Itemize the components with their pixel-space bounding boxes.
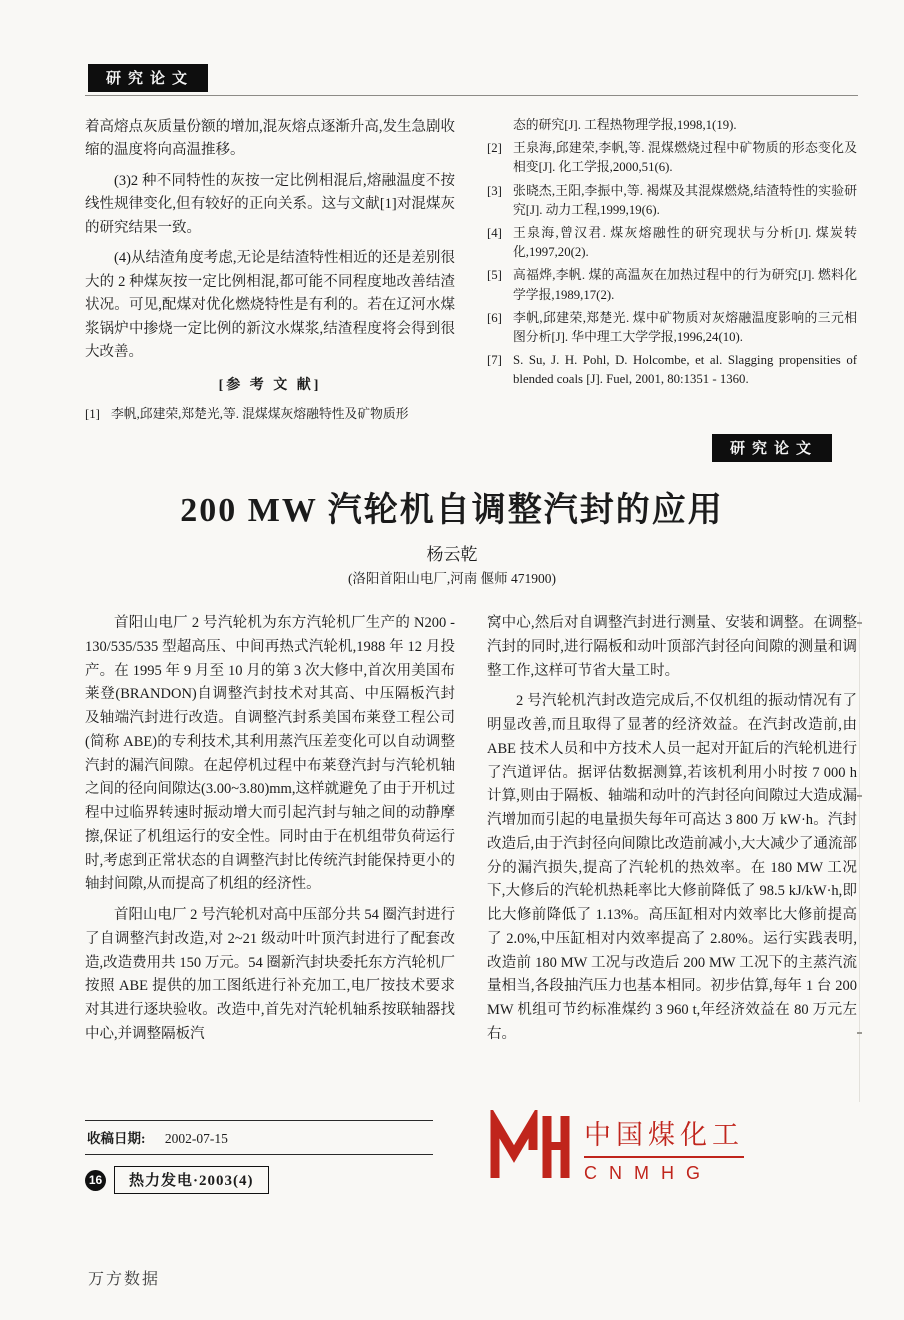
article-title: 200 MW 汽轮机自调整汽封的应用 xyxy=(180,492,724,529)
reference-number: [1] xyxy=(85,406,100,421)
scan-artifact-mark xyxy=(857,795,862,797)
paragraph: 首阳山电厂 2 号汽轮机为东方汽轮机厂生产的 N200 - 130/535/535 型超高压、中间再热式汽轮机,1988 年 12 月投产。在 1995 年 9 月至 10 月的第 3 次大修中,首次用美国布莱登(BRANDON)自调整汽封技术对其高、中压隔板汽封及轴端汽封进行改造。自调整汽封系美国布莱登工程公司(简称 ABE)的专利技术,其利用蒸汽压差变化可以自动调整汽封的漏汽间隙。在起停机过程中布莱登汽封与汽轮机轴之间的径向间隙达(3.00~3.80)mm,这样就避免了由于开机过程中过临界转速时振动增大而引起汽封与轴之间的动静摩擦,保证了机组运行的安全性。同时由于在机组带负荷运行时,考虑到正常状态的自调整汽封比传统汽封能保持更小的轴封间隙,从而提高了机组的经济性。 xyxy=(85,615,455,893)
reference-text: 态的研究[J]. 工程热物理学报,1998,1(19). xyxy=(513,118,737,132)
reference-text: S. Su, J. H. Pohl, D. Holcombe, et al. Slagging propensities of blended coals [J]. Fuel, 2001, 80:1351 - 1360. xyxy=(513,353,857,387)
body-left-column xyxy=(85,612,455,1054)
previous-article-end xyxy=(85,116,857,424)
paragraph: 窝中心,然后对自调整汽封进行测量、安装和调整。在调整汽封的同时,进行隔板和动叶顶部汽封径向间隙的测量和调整工作,这样可节省大量工时。 xyxy=(487,615,857,679)
reference-item xyxy=(487,351,857,389)
reference-item xyxy=(487,224,857,262)
body-right-column xyxy=(487,612,857,1054)
paragraph: (3)2 种不同特性的灰按一定比例相混后,熔融温度不按线性规律变化,但有较好的正向关系。这与文献[1]对混煤灰的研究结果一致。 xyxy=(85,172,455,236)
header-rule xyxy=(85,95,858,96)
article-section-label-wrap xyxy=(712,434,832,462)
reference-number: [4] xyxy=(487,225,502,240)
section-label-article: 研究论文 xyxy=(712,434,832,462)
reference-number: [5] xyxy=(487,268,502,283)
reference-item xyxy=(487,116,857,135)
cnmhg-logo-icon xyxy=(486,1110,572,1186)
reference-text: 高福烨,李帆. 煤的高温灰在加热过程中的行为研究[J]. 燃料化学学报,1989,17(2). xyxy=(513,268,857,302)
journal-footer xyxy=(85,1166,269,1194)
paragraph: (4)从结渣角度考虑,无论是结渣特性相近的还是差别很大的 2 种煤灰按一定比例相混,都可能不同程度地改善结渣状况。可见,配煤对优化燃烧特性是有利的。若在辽河水煤浆锅炉中掺烧一定比例的新汶水煤浆,结渣程度将会得到很大改善。 xyxy=(85,250,455,361)
reference-item xyxy=(487,139,857,177)
reference-text: 王泉海,曾汉君. 煤灰熔融性的研究现状与分析[J]. 煤炭转化,1997,20(2). xyxy=(513,225,857,260)
paragraph: 首阳山电厂 2 号汽轮机对高中压部分共 54 圈汽封进行了自调整汽封改造,对 2~21 级动叶叶顶汽封进行了配套改造,改造费用共 150 万元。54 圈新汽封块委托东方汽轮机厂按照 ABE 提供的加工图纸进行补充加工,电厂按技术要求对其进行逐块验收。改造中,首先对汽轮机轴系按联轴器找中心,并调整隔板汽 xyxy=(85,907,455,1043)
journal-name-box: 热力发电·2003(4) xyxy=(114,1166,269,1194)
received-date-value: 2002-07-15 xyxy=(164,1131,228,1146)
article-author: 杨云乾 xyxy=(426,545,478,564)
logo-divider-line xyxy=(584,1156,744,1158)
reference-number: [6] xyxy=(487,310,502,325)
reference-item xyxy=(487,182,857,220)
reference-text: 张晓杰,王阳,李振中,等. 褐煤及其混煤燃烧,结渣特性的实验研究[J]. 动力工程,1999,19(6). xyxy=(513,183,857,217)
article-affiliation: (洛阳首阳山电厂,河南 偃师 471900) xyxy=(347,571,557,586)
reference-number: [7] xyxy=(487,353,502,368)
paragraph: 2 号汽轮机汽封改造完成后,不仅机组的振动情况有了明显改善,而且取得了显著的经济效益。在汽封改造前,由 ABE 技术人员和中方技术人员一起对开缸后的汽轮机进行了汽道评估。据评估数据测算,若该机利用小时按 7 000 h 计算,则由于隔板、轴端和动叶的汽封径向间隙过大造成漏汽增加而引起的电量损失每年可高达 3 800 万 kW·h。汽封改造后,由于汽封径向间隙比改造前减小,大大减少了通流部分的漏汽损失,提高了汽轮机的热效率。在 180 MW 工况下,大修后的汽轮机热耗率比大修前降低了 98.5 kJ/kW·h,即比大修前降低了 1.13%。高压缸相对内效率比大修前提高了 2.0%,中压缸相对内效率提高了 2.80%。运行实践表明,改造前 180 MW 工况与改造后 200 MW 工况下的主蒸汽流量相当,各段抽汽压力也基本相同。初步估算,每年 1 台 200 MW 机组可节约标准煤约 3 960 t,年经济效益在 80 万元左右。 xyxy=(487,693,857,1043)
top-section-label-wrap xyxy=(88,64,208,92)
reference-number: [3] xyxy=(487,183,502,198)
logo-latin-name: CNMHG xyxy=(584,1162,712,1183)
paragraph: 着高熔点灰质量份额的增加,混灰熔点逐渐升高,发生急剧收缩的温度将向高温推移。 xyxy=(85,119,455,159)
scan-artifact-mark xyxy=(857,1032,862,1034)
cnmhg-logo-text xyxy=(584,1113,744,1184)
page-number-badge: 16 xyxy=(85,1170,106,1191)
received-date-label: 收稿日期: xyxy=(87,1131,146,1146)
reference-item xyxy=(487,309,857,347)
wanfang-watermark: 万方数据 xyxy=(88,1271,161,1288)
top-left-column xyxy=(85,116,455,424)
reference-text: 李帆,邱建荣,郑楚光,等. 混煤煤灰熔融特性及矿物质形 xyxy=(111,406,409,421)
reference-item xyxy=(85,405,455,424)
top-right-column xyxy=(487,116,857,424)
article-body xyxy=(85,612,857,1054)
references-heading: [参 考 文 献] xyxy=(218,377,322,393)
reference-text: 王泉海,邱建荣,李帆,等. 混煤燃烧过程中矿物质的形态变化及相变[J]. 化工学报,2000,51(6). xyxy=(513,141,857,175)
received-date-row xyxy=(85,1120,433,1155)
reference-number: [2] xyxy=(487,141,502,156)
scan-artifact-mark xyxy=(857,622,862,624)
logo-chinese-name: 中国煤化工 xyxy=(584,1119,744,1150)
cnmhg-logo xyxy=(486,1110,744,1186)
scan-artifact-line xyxy=(859,612,860,1102)
reference-text: 李帆,邱建荣,郑楚光. 煤中矿物质对灰熔融温度影响的三元相图分析[J]. 华中理工大学学报,1996,24(10). xyxy=(513,310,857,344)
reference-item xyxy=(487,266,857,304)
section-label-top: 研究论文 xyxy=(88,64,208,92)
